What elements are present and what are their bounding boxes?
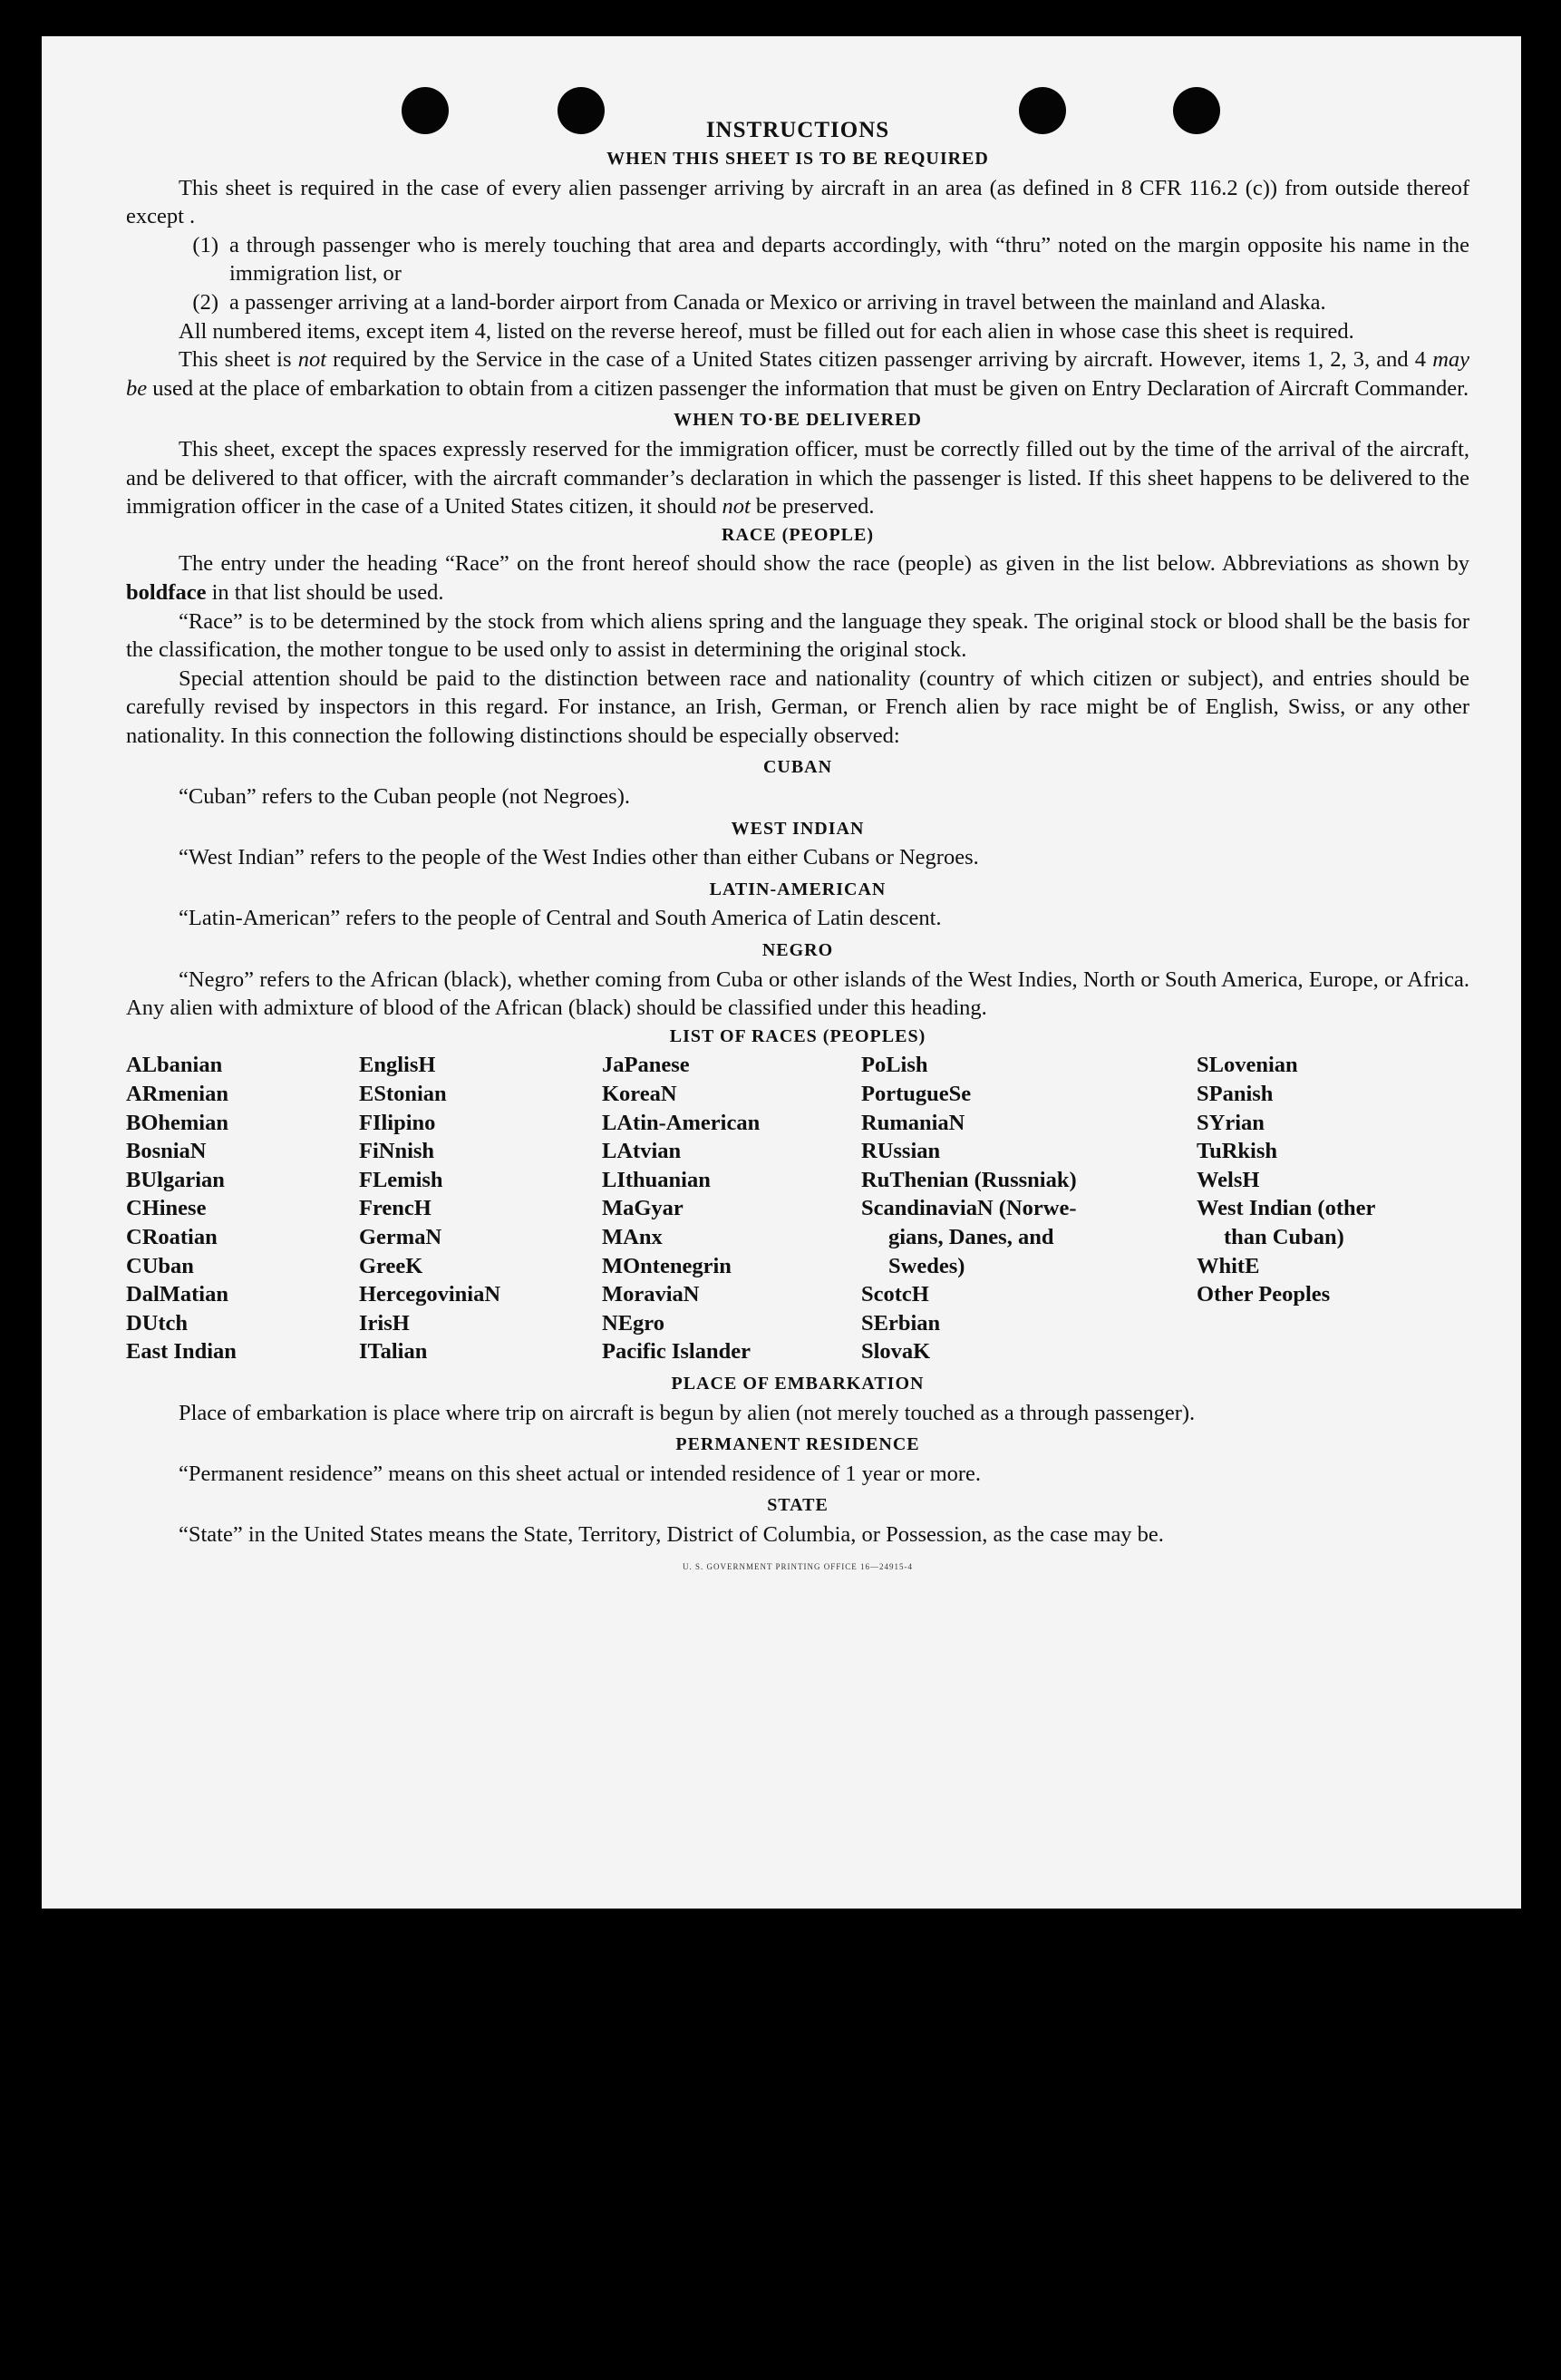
- race-entry: ScotcH: [861, 1282, 929, 1307]
- paragraph: “West Indian” refers to the people of the West Indies other than either Cubans or Negroes.: [179, 845, 979, 870]
- race-entry: BosniaN: [126, 1139, 207, 1164]
- item-text: a passenger arriving at a land-border airport from Canada or Mexico or arriving in travel between the mainland and Alaska.: [229, 289, 1326, 315]
- paragraph: This sheet is required in the case of every alien passenger arriving by aircraft in an area (as defined in 8 CFR 116.2 (c)) from outside thereof except .: [126, 175, 1469, 229]
- race-entry: HercegoviniaN: [359, 1282, 501, 1307]
- paragraph: Place of embarkation is place where trip on aircraft is begun by alien (not merely touched as a through passenger).: [179, 1400, 1196, 1425]
- race-entry: DalMatian: [126, 1282, 228, 1307]
- race-column: [359, 1051, 602, 1366]
- race-entry: EStonian: [359, 1082, 447, 1106]
- emphasis: may be: [126, 347, 1470, 401]
- text-run: The entry under the heading “Race” on the front hereof should show the race (people) as given in the list below. Abbreviations as shown by: [179, 551, 1469, 577]
- race-entry: LAtin-American: [602, 1110, 761, 1135]
- item-number: (2): [192, 289, 218, 315]
- race-column: [126, 1051, 359, 1366]
- race-entry: ITalian: [359, 1339, 428, 1365]
- race-entry: CHinese: [126, 1196, 207, 1221]
- paragraph: [126, 549, 1469, 607]
- text-run: in that list should be used.: [206, 579, 444, 605]
- paragraph: [126, 345, 1469, 403]
- race-entry-continued: Swedes): [888, 1253, 965, 1278]
- race-entry: ALbanian: [126, 1053, 223, 1078]
- race-entry: IrisH: [359, 1310, 410, 1336]
- text-run: This sheet, except the spaces expressly reserved for the immigration officer, must be correctly filled out by the time of the arrival of the aircraft, and be delivered to that officer, with the aircraft commander’s declaration in which the passenger is listed. If this sheet happens to be delivered to the immigration officer in the case of a United States citizen, it should: [126, 436, 1469, 520]
- item-number: (1): [192, 232, 218, 257]
- document-body: [126, 116, 1469, 1573]
- race-entry: SErbian: [861, 1310, 941, 1336]
- list-item: [126, 288, 1469, 317]
- paragraph: “Negro” refers to the African (black), whether coming from Cuba or other islands of the West Indies, North or South America, Europe, or Africa. Any alien with admixture of blood of the African (black) should be classified under this heading.: [126, 967, 1469, 1021]
- race-column: [861, 1051, 1197, 1366]
- race-entry: PoLish: [861, 1053, 928, 1078]
- race-entry-continued: gians, Danes, and: [888, 1224, 1054, 1249]
- race-entry: JaPanese: [602, 1053, 690, 1078]
- document-page: [42, 36, 1521, 1909]
- race-entry: MOntenegrin: [602, 1253, 732, 1278]
- race-entry: BOhemian: [126, 1110, 228, 1135]
- paragraph: “Race” is to be determined by the stock from which aliens spring and the language they speak. The original stock or blood shall be the basis for the classification, the mother tongue to be used only to assist in determining the original stock.: [126, 608, 1469, 663]
- race-entry: ScandinaviaN (Norwe-: [861, 1196, 1077, 1221]
- list-item: [126, 231, 1469, 288]
- paragraph: “Latin-American” refers to the people of Central and South America of Latin descent.: [179, 906, 942, 931]
- race-column: [602, 1051, 861, 1366]
- race-entry: BUlgarian: [126, 1167, 225, 1192]
- race-entry: GreeK: [359, 1253, 423, 1278]
- section-heading: STATE: [767, 1495, 829, 1516]
- race-entry: NEgro: [602, 1310, 664, 1336]
- race-entry: SYrian: [1197, 1110, 1265, 1135]
- race-entry: LIthuanian: [602, 1167, 711, 1192]
- race-entry: CRoatian: [126, 1224, 218, 1249]
- section-heading: PLACE OF EMBARKATION: [671, 1373, 925, 1394]
- text-run: required by the Service in the case of a United States citizen passenger arriving by aircraft. However, items 1, 2, 3, and 4: [326, 347, 1433, 373]
- printer-imprint: U. S. GOVERNMENT PRINTING OFFICE 16—24915-4: [682, 1561, 914, 1571]
- race-entry: CUban: [126, 1253, 194, 1278]
- race-entry: GermaN: [359, 1224, 442, 1249]
- emphasis: not: [297, 347, 326, 373]
- race-list: [126, 1051, 1469, 1366]
- race-entry: FrencH: [359, 1196, 431, 1221]
- race-entry: WhitE: [1197, 1253, 1260, 1278]
- text-run: used at the place of embarkation to obtain from a citizen passenger the information that must be given on Entry Declaration of Aircraft Commander.: [147, 375, 1469, 401]
- race-entry: Other Peoples: [1197, 1282, 1331, 1307]
- race-entry: RumaniaN: [861, 1110, 965, 1135]
- emphasis: not: [722, 494, 751, 520]
- item-text: a through passenger who is merely touching that area and departs accordingly, with “thru” noted on the margin opposite his name in the immigration list, or: [229, 232, 1469, 287]
- section-heading: WHEN THIS SHEET IS TO BE REQUIRED: [606, 149, 989, 169]
- paragraph: “State” in the United States means the State, Territory, District of Columbia, or Possession, as the case may be.: [179, 1521, 1164, 1547]
- paragraph: “Permanent residence” means on this sheet actual or intended residence of 1 year or more.: [179, 1461, 982, 1486]
- race-entry: MoraviaN: [602, 1282, 700, 1307]
- paragraph: “Cuban” refers to the Cuban people (not Negroes).: [179, 784, 630, 810]
- race-entry: MAnx: [602, 1224, 663, 1249]
- section-heading: WHEN TO·BE DELIVERED: [674, 410, 922, 431]
- race-entry-continued: than Cuban): [1224, 1224, 1344, 1249]
- text-run: This sheet is: [179, 347, 298, 373]
- section-heading: PERMANENT RESIDENCE: [675, 1434, 920, 1455]
- race-entry: LAtvian: [602, 1139, 682, 1164]
- section-heading: WEST INDIAN: [731, 818, 865, 839]
- race-entry: FiNnish: [359, 1139, 435, 1164]
- race-entry: SlovaK: [861, 1339, 931, 1365]
- race-column: [1197, 1051, 1469, 1366]
- race-entry: MaGyar: [602, 1196, 684, 1221]
- race-entry: West Indian (other: [1197, 1196, 1376, 1221]
- section-heading: LIST OF RACES (PEOPLES): [669, 1025, 926, 1046]
- race-entry: Pacific Islander: [602, 1339, 751, 1365]
- paragraph: [126, 435, 1469, 521]
- paragraph: All numbered items, except item 4, listed on the reverse hereof, must be filled out for each alien in whose case this sheet is required.: [179, 318, 1354, 344]
- section-heading: RACE (PEOPLE): [722, 524, 874, 545]
- page-title: INSTRUCTIONS: [705, 118, 890, 142]
- race-entry: DUtch: [126, 1310, 189, 1336]
- race-entry: FIlipino: [359, 1110, 436, 1135]
- race-entry: FLemish: [359, 1167, 443, 1192]
- race-entry: East Indian: [126, 1339, 237, 1365]
- paragraph: Special attention should be paid to the distinction between race and nationality (country of which citizen or subject), and entries should be carefully revised by inspectors in this regard. For instance, an Irish, German, or French alien by race might be of English, Swiss, or any other nationality. In this connection the following distinctions should be especially observed:: [126, 665, 1469, 748]
- section-heading: NEGRO: [761, 940, 834, 961]
- text-run: be preserved.: [750, 494, 875, 520]
- bold-text: boldface: [126, 579, 207, 605]
- race-entry: PortugueSe: [861, 1082, 972, 1106]
- race-entry: RUssian: [861, 1139, 941, 1164]
- section-heading: LATIN-AMERICAN: [709, 879, 887, 899]
- race-entry: SPanish: [1197, 1082, 1274, 1106]
- race-entry: TuRkish: [1197, 1139, 1278, 1164]
- race-entry: RuThenian (Russniak): [861, 1167, 1077, 1192]
- race-entry: KoreaN: [602, 1082, 677, 1106]
- race-entry: EnglisH: [359, 1053, 436, 1078]
- race-entry: ARmenian: [126, 1082, 228, 1106]
- race-entry: WelsH: [1197, 1167, 1260, 1192]
- section-heading: CUBAN: [762, 757, 833, 778]
- race-entry: SLovenian: [1197, 1053, 1298, 1078]
